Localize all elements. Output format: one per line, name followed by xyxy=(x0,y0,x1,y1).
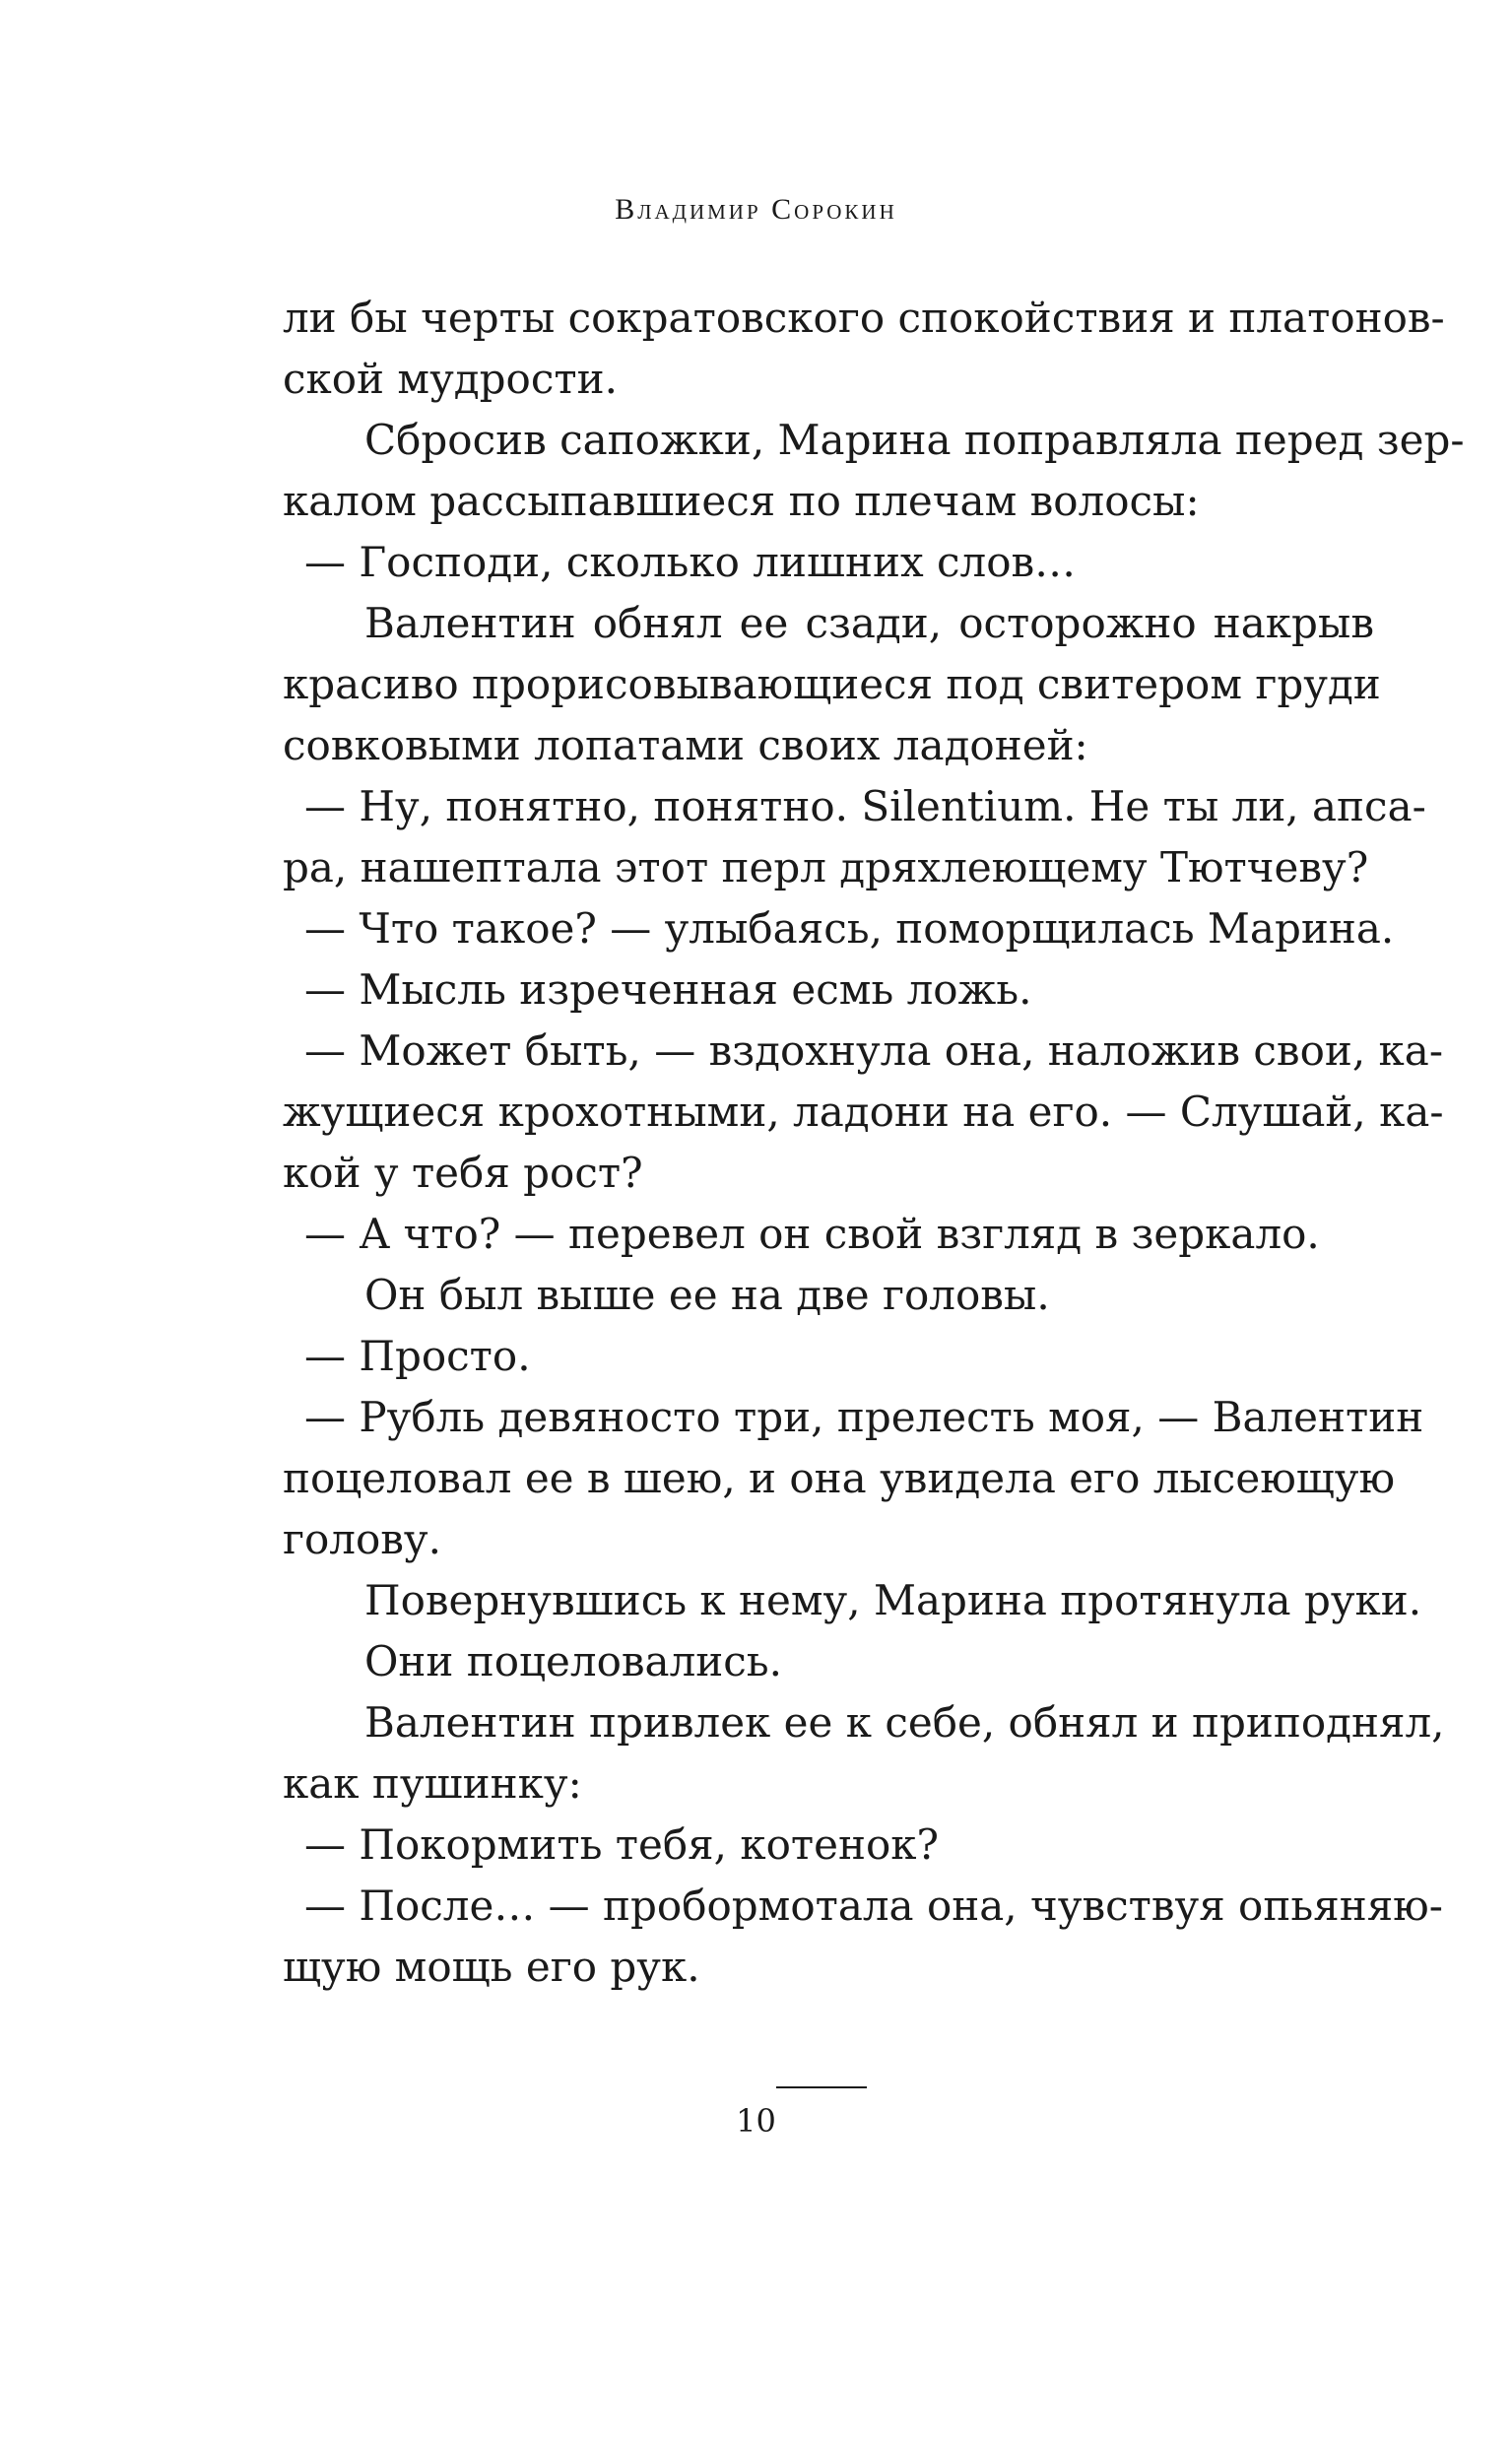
footer-rule xyxy=(776,2086,867,2088)
text-line: совковыми лопатами своих ладоней: xyxy=(283,721,1088,769)
body-text xyxy=(283,288,1465,1998)
text-line: калом рассыпавшиеся по плечам волосы: xyxy=(283,477,1200,525)
text-line: как пушинку: xyxy=(283,1759,582,1808)
running-head: Владимир Сорокин xyxy=(615,193,897,226)
page-number: 10 xyxy=(736,2102,776,2140)
text-line: Валентин обнял ее сзади, осторожно накрыв xyxy=(364,599,1374,647)
text-line: кой у тебя рост? xyxy=(283,1149,643,1197)
text-line: Сбросив сапожки, Марина поправляла перед зер- xyxy=(364,416,1465,464)
text-line: — Просто. xyxy=(304,1332,531,1380)
text-line: голову. xyxy=(283,1515,441,1563)
text-line: ли бы черты сократовского спокойствия и платонов- xyxy=(283,294,1445,342)
text-line: — Ну, понятно, понятно. Silentium. Не ты ли, апса- xyxy=(304,782,1426,830)
text-line: — Что такое? — улыбаясь, поморщилась Марина. xyxy=(304,904,1395,953)
text-line: — А что? — перевел он свой взгляд в зеркало. xyxy=(304,1210,1320,1258)
text-line: ра, нашептала этот перл дряхлеющему Тютчеву? xyxy=(283,843,1369,891)
text-line: красиво прорисовывающиеся под свитером груди xyxy=(283,660,1381,708)
text-line: жущиеся крохотными, ладони на его. — Слушай, ка- xyxy=(283,1088,1444,1136)
text-line: — Господи, сколько лишних слов… xyxy=(304,538,1077,586)
text-line: Повернувшись к нему, Марина протянула руки. xyxy=(364,1576,1422,1624)
text-line: — Рубль девяносто три, прелесть моя, — Валентин xyxy=(304,1393,1424,1441)
text-line: Валентин привлек ее к себе, обнял и приподнял, xyxy=(364,1698,1445,1747)
text-line: — Мысль изреченная есмь ложь. xyxy=(304,965,1032,1014)
text-line: Он был выше ее на две головы. xyxy=(364,1271,1050,1319)
text-line: Они поцеловались. xyxy=(364,1637,782,1685)
text-line: — После… — пробормотала она, чувствуя опьяняю- xyxy=(304,1882,1443,1930)
text-line: — Покормить тебя, котенок? xyxy=(304,1820,940,1869)
text-line: ской мудрости. xyxy=(283,355,618,403)
text-line: — Может быть, — вздохнула она, наложив свои, ка- xyxy=(304,1026,1444,1075)
text-line: поцеловал ее в шею, и она увидела его лысеющую xyxy=(283,1454,1396,1502)
text-line: щую мощь его рук. xyxy=(283,1943,700,1991)
